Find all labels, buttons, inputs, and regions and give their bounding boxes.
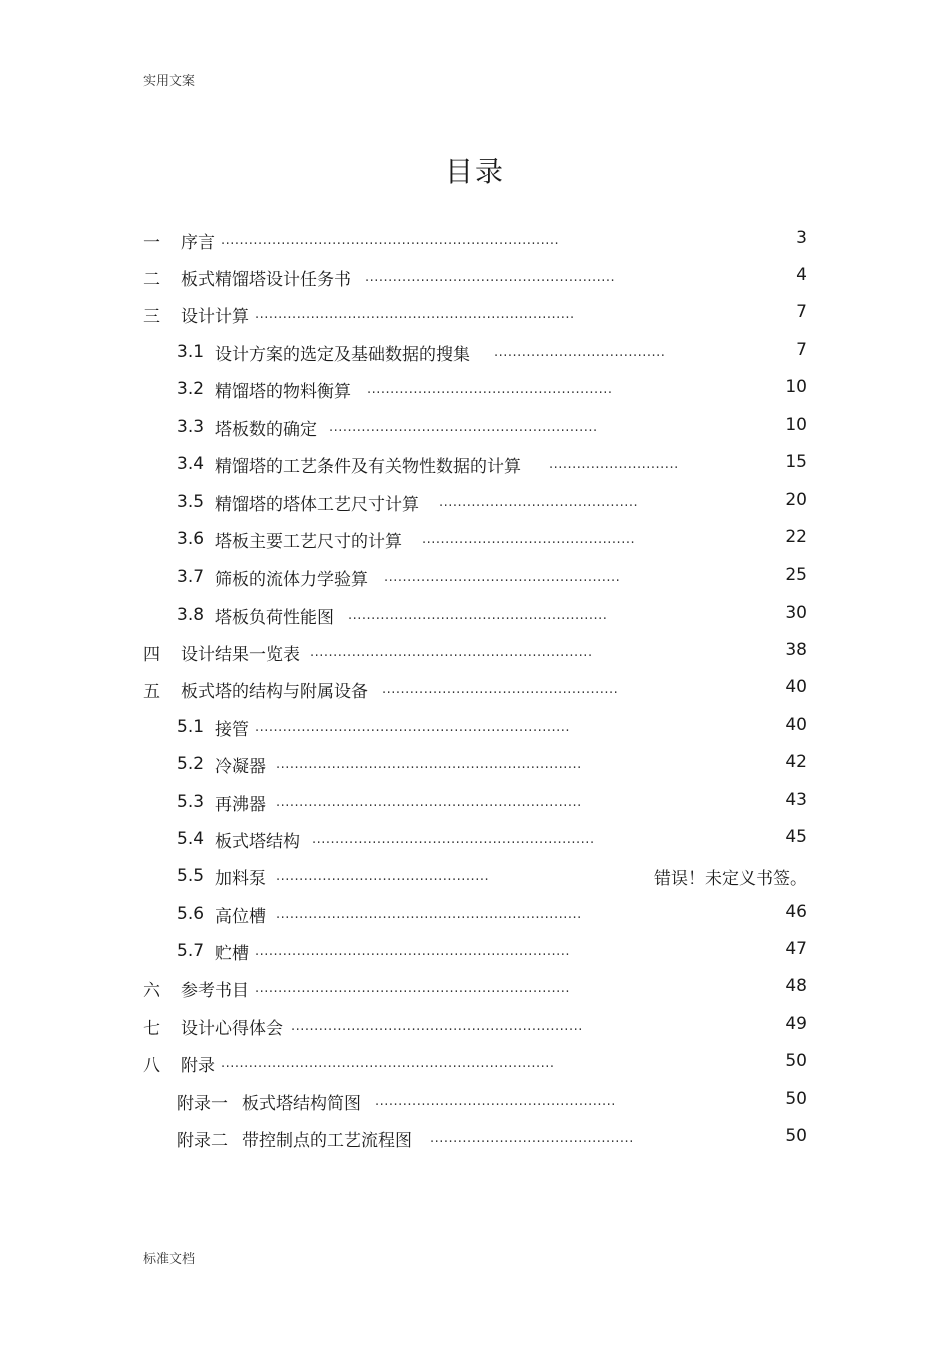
toc-entry-label: 塔板数的确定 <box>215 419 317 440</box>
toc-entry-page: 43 <box>785 790 807 810</box>
toc-entry-3-1[interactable] <box>177 340 666 365</box>
toc-entry-number: 3.6 <box>177 529 205 549</box>
toc-entry-5-3[interactable] <box>177 790 582 815</box>
toc-entry-appendix-1[interactable] <box>177 1089 616 1114</box>
toc-entry-page: 20 <box>785 490 807 510</box>
leader-dots: ............................................................... <box>291 1018 583 1034</box>
toc-entry-page: 38 <box>785 640 807 660</box>
toc-entry-6[interactable] <box>143 976 570 1001</box>
leader-dots: ........................................................ <box>348 607 608 623</box>
toc-entry-page: 50 <box>785 1126 807 1146</box>
leader-dots: .................................................................... <box>255 719 570 735</box>
leader-dots: .................................................................. <box>276 756 582 772</box>
toc-entry-3-4[interactable] <box>177 452 679 477</box>
toc-entry-8[interactable] <box>143 1051 555 1076</box>
toc-entry-label: 精馏塔的工艺条件及有关物性数据的计算 <box>215 456 521 477</box>
toc-entry-3-6[interactable] <box>177 527 636 552</box>
leader-dots: ..................................................................... <box>255 306 575 322</box>
toc-entry-label: 板式塔结构简图 <box>242 1093 361 1114</box>
toc-entry-1[interactable] <box>143 228 560 253</box>
toc-entry-number: 5.6 <box>177 904 205 924</box>
leader-dots: ...................................................... <box>365 269 616 285</box>
toc-entry-3-7[interactable] <box>177 565 621 590</box>
toc-entry-5-2[interactable] <box>177 752 582 777</box>
leader-dots: .................................................... <box>375 1093 616 1109</box>
toc-entry-label: 塔板负荷性能图 <box>215 607 334 628</box>
toc-entry-number: 5.5 <box>177 866 205 886</box>
leader-dots: ............................................................. <box>310 644 593 660</box>
toc-entry-7[interactable] <box>143 1014 583 1039</box>
toc-entry-3-3[interactable] <box>177 415 598 440</box>
leader-dots: ................................................... <box>382 681 619 697</box>
leader-dots: ................................................... <box>384 569 621 585</box>
toc-entry-number: 一 <box>143 232 160 253</box>
toc-entry-label: 参考书目 <box>181 980 249 1001</box>
toc-entry-page: 50 <box>785 1051 807 1071</box>
leader-dots: ......................................................................... <box>221 232 560 248</box>
toc-entry-number: 3.5 <box>177 492 205 512</box>
toc-entry-number: 附录一 <box>177 1093 228 1114</box>
toc-entry-label: 带控制点的工艺流程图 <box>242 1130 412 1151</box>
page-title: 目录 <box>444 155 505 188</box>
leader-dots: ........................................... <box>439 494 639 510</box>
toc-entry-page: 15 <box>785 452 807 472</box>
toc-entry-label: 设计计算 <box>181 306 249 327</box>
toc-entry-label: 设计结果一览表 <box>181 644 300 665</box>
toc-entry-page: 40 <box>785 715 807 735</box>
leader-dots: .................................................................... <box>255 980 570 996</box>
toc-entry-5-6[interactable] <box>177 902 582 927</box>
toc-entry-3[interactable] <box>143 302 575 327</box>
toc-entry-page: 40 <box>785 677 807 697</box>
toc-entry-label: 冷凝器 <box>215 756 266 777</box>
toc-entry-number: 3.1 <box>177 342 205 362</box>
toc-entry-label: 板式塔的结构与附属设备 <box>181 681 368 702</box>
toc-entry-page: 48 <box>785 976 807 996</box>
leader-dots: ..................................... <box>494 344 666 360</box>
toc-entry-page: 25 <box>785 565 807 585</box>
toc-entry-label: 设计方案的选定及基础数据的搜集 <box>215 344 470 365</box>
toc-entry-page: 22 <box>785 527 807 547</box>
toc-entry-number: 二 <box>143 269 160 290</box>
leader-dots: .......................................................... <box>329 419 598 435</box>
toc-entry-number: 七 <box>143 1018 160 1039</box>
toc-entry-label: 加料泵 <box>215 868 266 889</box>
toc-entry-page-error: 错误！未定义书签。 <box>654 869 807 889</box>
toc-entry-number: 四 <box>143 644 160 665</box>
toc-entry-2[interactable] <box>143 265 616 290</box>
toc-entry-5-1[interactable] <box>177 715 570 740</box>
leader-dots: .............................................. <box>276 868 490 884</box>
toc-entry-page: 47 <box>785 939 807 959</box>
toc-entry-number: 附录二 <box>177 1130 228 1151</box>
toc-entry-number: 5.2 <box>177 754 205 774</box>
toc-entry-number: 5.7 <box>177 941 205 961</box>
toc-entry-5-5[interactable] <box>177 864 490 889</box>
toc-entry-page: 49 <box>785 1014 807 1034</box>
leader-dots: .................................................................... <box>255 943 570 959</box>
toc-entry-page: 10 <box>785 415 807 435</box>
toc-entry-3-2[interactable] <box>177 377 613 402</box>
toc-entry-label: 附录 <box>181 1055 215 1076</box>
toc-entry-number: 六 <box>143 980 160 1001</box>
toc-entry-page: 10 <box>785 377 807 397</box>
page-header: 实用文案 <box>143 74 196 89</box>
toc-entry-4[interactable] <box>143 640 593 665</box>
toc-entry-label: 筛板的流体力学验算 <box>215 569 368 590</box>
toc-entry-3-5[interactable] <box>177 490 639 515</box>
page-footer: 标准文档 <box>143 1252 196 1267</box>
toc-entry-label: 设计心得体会 <box>181 1018 283 1039</box>
leader-dots: ............................ <box>549 456 679 472</box>
leader-dots: .............................................. <box>422 531 636 547</box>
toc-entry-page: 46 <box>785 902 807 922</box>
toc-entry-number: 5.4 <box>177 829 205 849</box>
toc-entry-number: 5.3 <box>177 792 205 812</box>
toc-entry-5-7[interactable] <box>177 939 570 964</box>
toc-entry-number: 三 <box>143 306 160 327</box>
toc-entry-number: 3.2 <box>177 379 205 399</box>
toc-entry-label: 板式精馏塔设计任务书 <box>181 269 351 290</box>
toc-entry-label: 接管 <box>215 719 249 740</box>
toc-entry-page: 7 <box>796 340 807 360</box>
leader-dots: .................................................................. <box>276 906 582 922</box>
toc-entry-page: 7 <box>796 302 807 322</box>
toc-entry-5[interactable] <box>143 677 619 702</box>
toc-entry-number: 3.3 <box>177 417 205 437</box>
toc-entry-page: 3 <box>796 228 807 248</box>
toc-entry-label: 再沸器 <box>215 794 266 815</box>
toc-entry-label: 序言 <box>181 232 215 253</box>
leader-dots: ............................................ <box>430 1130 634 1146</box>
leader-dots: ..................................................... <box>367 381 613 397</box>
toc-entry-page: 30 <box>785 603 807 623</box>
toc-entry-appendix-2[interactable] <box>177 1126 634 1151</box>
toc-entry-page: 45 <box>785 827 807 847</box>
toc-entry-label: 精馏塔的塔体工艺尺寸计算 <box>215 494 419 515</box>
toc-entry-label: 精馏塔的物料衡算 <box>215 381 351 402</box>
toc-entry-number: 3.7 <box>177 567 205 587</box>
toc-entry-page: 4 <box>796 265 807 285</box>
toc-entry-page: 50 <box>785 1089 807 1109</box>
toc-entry-number: 5.1 <box>177 717 205 737</box>
toc-entry-label: 高位槽 <box>215 906 266 927</box>
toc-entry-number: 五 <box>143 681 160 702</box>
toc-entry-number: 八 <box>143 1055 160 1076</box>
toc-entry-page: 42 <box>785 752 807 772</box>
toc-entry-label: 塔板主要工艺尺寸的计算 <box>215 531 402 552</box>
leader-dots: .................................................................. <box>276 794 582 810</box>
toc-entry-label: 贮槽 <box>215 943 249 964</box>
toc-entry-label: 板式塔结构 <box>215 831 300 852</box>
toc-entry-3-8[interactable] <box>177 603 608 628</box>
toc-entry-number: 3.4 <box>177 454 205 474</box>
toc-entry-5-4[interactable] <box>177 827 595 852</box>
toc-entry-number: 3.8 <box>177 605 205 625</box>
leader-dots: ............................................................. <box>312 831 595 847</box>
leader-dots: ........................................................................ <box>221 1055 555 1071</box>
